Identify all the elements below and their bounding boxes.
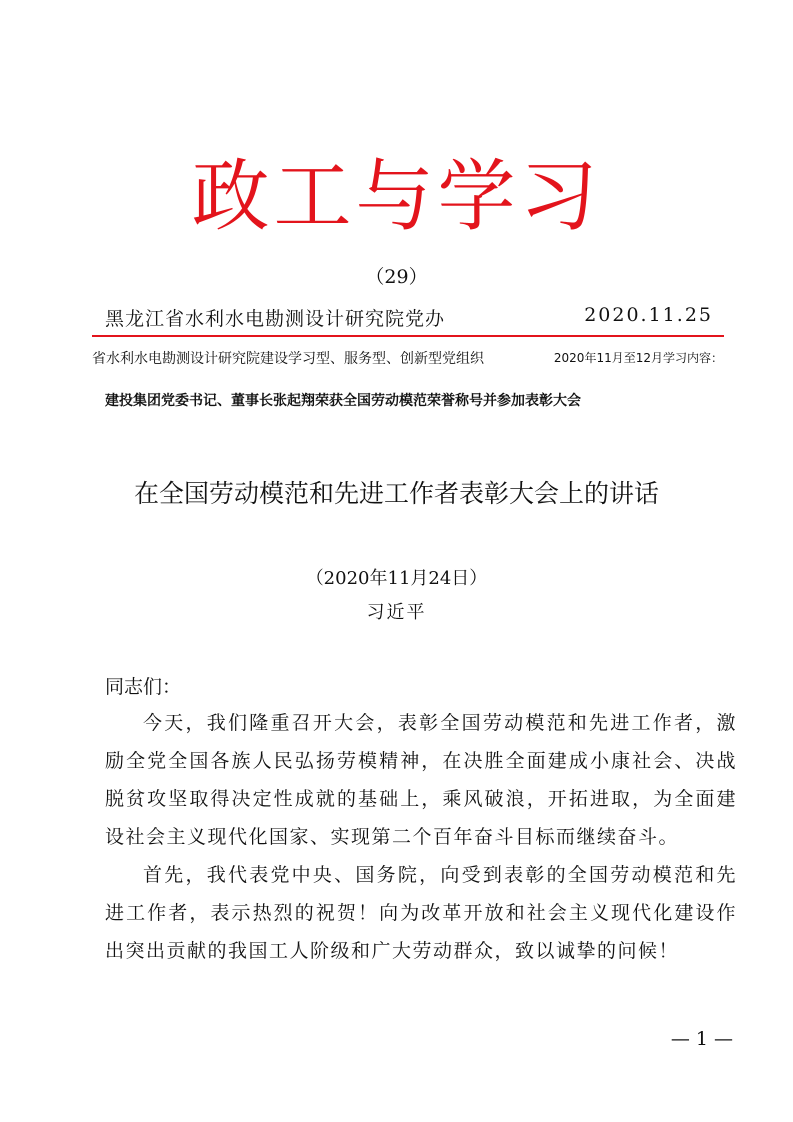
speech-paragraph: 首先，我代表党中央、国务院，向受到表彰的全国劳动模范和先进工作者，表示热烈的祝贺！向为改革开放和社会主义现代化建设作出突出贡献的我国工人阶级和广大劳动群众，致以诚挚的问候！	[105, 864, 737, 962]
speech-paragraph: 今天，我们隆重召开大会，表彰全国劳动模范和先进工作者，激励全党全国各族人民弘扬劳模精神，在决胜全面建成小康社会、决战脱贫攻坚取得决定性成就的基础上，乘风破浪，开拓进取，为全面建设社会主义现代化国家、实现第二个百年奋斗目标而继续奋斗。	[105, 712, 737, 848]
red-divider	[92, 335, 724, 337]
speech-greeting: 同志们：	[105, 676, 182, 698]
page-number: — 1 —	[670, 1028, 733, 1050]
masthead-title: 政工与学习	[191, 152, 602, 242]
speech-date: （2020年11月24日）	[305, 568, 488, 589]
speaker-name: 习近平	[366, 602, 427, 623]
study-program-line: 省水利水电勘测设计研究院建设学习型、服务型、创新型党组织	[92, 351, 484, 367]
speech-title: 在全国劳动模范和先进工作者表彰大会上的讲话	[133, 479, 659, 508]
study-period: 2020年11月至12月学习内容：	[553, 351, 723, 365]
issuing-organization: 黑龙江省水利水电勘测设计研究院党办	[105, 308, 446, 330]
issue-number: （29）	[365, 266, 428, 288]
news-headline: 建投集团党委书记、董事长张起翔荣获全国劳动模范荣誉称号并参加表彰大会	[105, 393, 581, 409]
issue-date: 2020.11.25	[584, 304, 713, 326]
